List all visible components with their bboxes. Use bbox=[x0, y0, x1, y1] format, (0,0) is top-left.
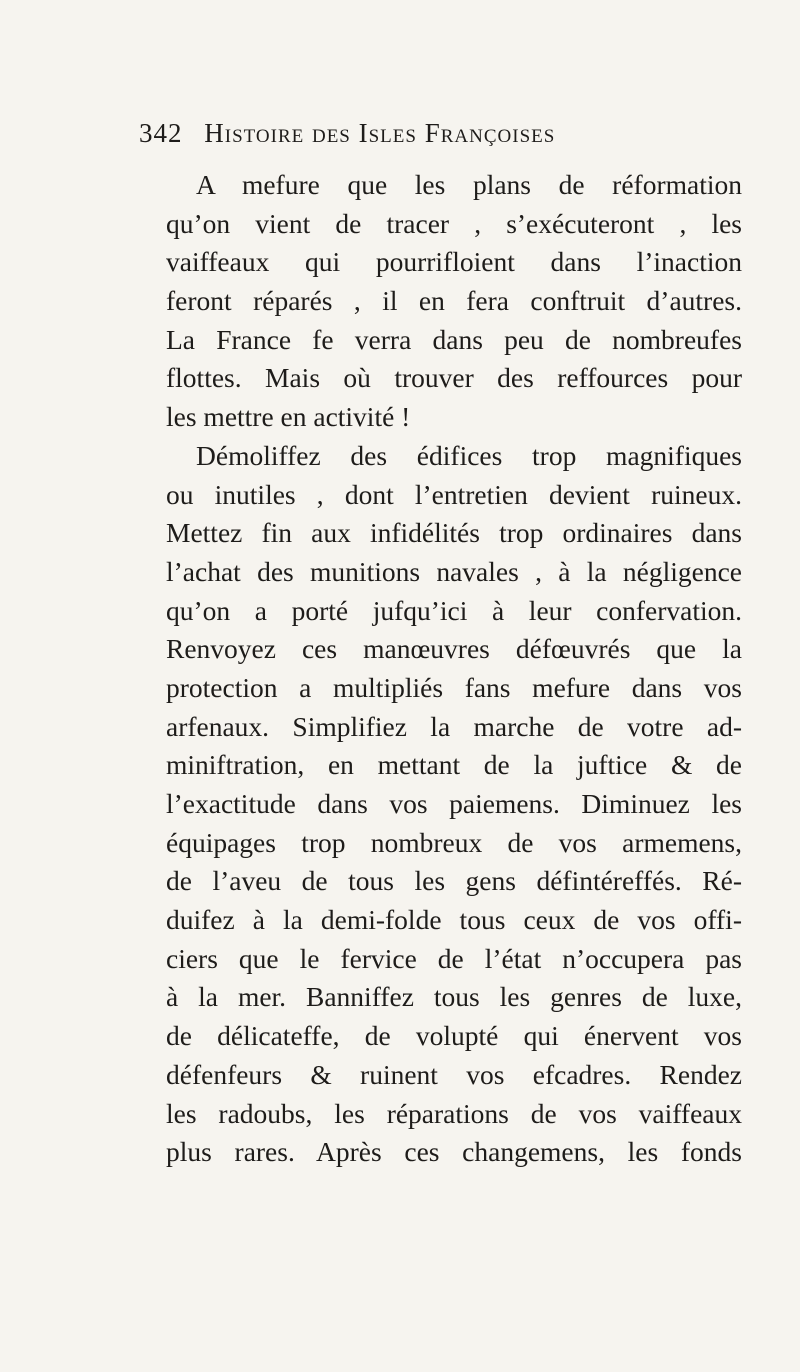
text-line: Mettez fin aux infidélités trop ordinaires dans bbox=[166, 517, 742, 549]
text-line: ou inutiles , dont l’entretien devient ruineux. bbox=[166, 478, 742, 510]
body-text bbox=[166, 166, 742, 1172]
running-title: Histoire des Isles Françoises bbox=[204, 118, 556, 148]
text-line: l’exactitude dans vos paiemens. Diminuez les bbox=[166, 788, 742, 819]
text-line: duifez à la demi-folde tous ceux de vos offi- bbox=[166, 904, 742, 936]
text-line: arfenaux. Simplifiez la marche de votre ad- bbox=[166, 710, 742, 742]
text-line: les radoubs, les réparations de vos vaiffeaux bbox=[166, 1097, 742, 1129]
text-line: qu’on a porté jufqu’ici à leur confervation. bbox=[166, 594, 742, 626]
text-line: plus rares. Après ces changemens, les fonds bbox=[166, 1136, 742, 1168]
text-line: de l’aveu de tous les gens défintéreffés. Ré- bbox=[166, 865, 742, 897]
text-line: équipages trop nombreux de vos armemens, bbox=[166, 826, 742, 858]
text-line: miniftration, en mettant de la juftice & de bbox=[166, 749, 742, 781]
text-line: Démoliffez des édifices trop magnifiques bbox=[196, 439, 742, 471]
text-line: l’achat des munitions navales , à la négligence bbox=[166, 555, 742, 587]
text-line: défenfeurs & ruinent vos efcadres. Rendez bbox=[166, 1058, 742, 1090]
text-line: flottes. Mais où trouver des reffources pour bbox=[166, 362, 742, 394]
text-line: à la mer. Banniffez tous les genres de luxe, bbox=[166, 981, 742, 1013]
text-line: qu’on vient de tracer , s’exécuteront , les bbox=[166, 207, 742, 239]
text-line: Renvoyez ces manœuvres défœuvrés que la bbox=[166, 633, 742, 665]
text-line: feront réparés , il en fera conftruit d’autres. bbox=[166, 285, 742, 317]
text-line: les mettre en activité ! bbox=[166, 401, 411, 433]
text-line: A mefure que les plans de réformation bbox=[196, 169, 742, 200]
running-head bbox=[139, 118, 739, 158]
text-line: vaiffeaux qui pourrifloient dans l’inaction bbox=[166, 246, 742, 278]
text-line: protection a multipliés fans mefure dans vos bbox=[166, 671, 742, 703]
text-line: La France fe verra dans peu de nombreufes bbox=[166, 323, 742, 355]
page-number: 342 bbox=[139, 118, 183, 148]
text-line: ciers que le fervice de l’état n’occupera pas bbox=[166, 942, 742, 974]
text-line: de délicateffe, de volupté qui énervent vos bbox=[166, 1020, 742, 1052]
